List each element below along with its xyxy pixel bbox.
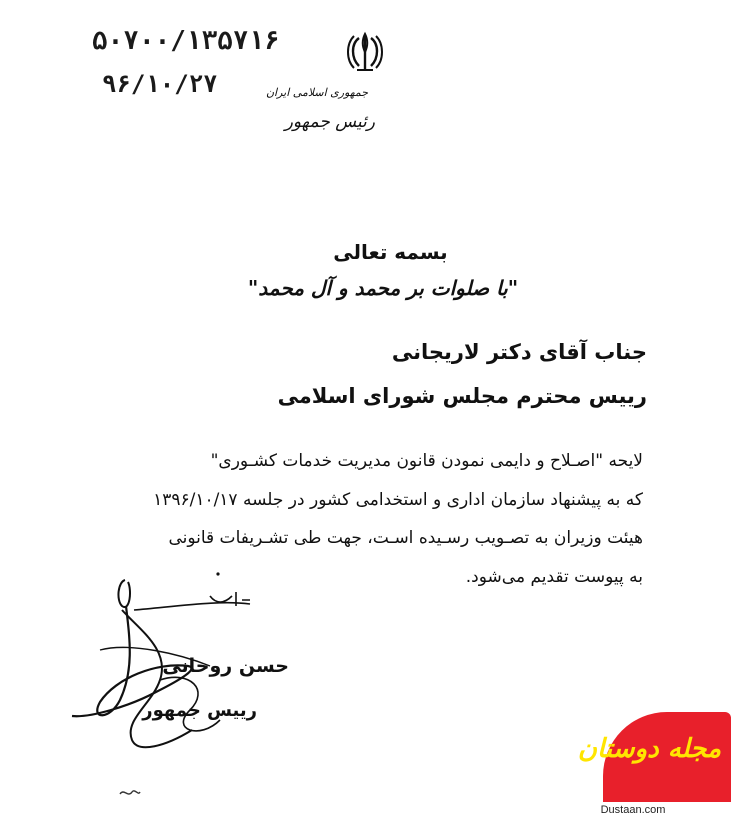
salawat: "با صلوات بر محمد و آل محمد": [247, 276, 519, 300]
iran-emblem-icon: [345, 30, 385, 72]
handwritten-mark: [118, 786, 142, 800]
addressee-name: جناب آقای دکتر لاریجانی: [391, 340, 647, 364]
header-country: جمهوری اسلامی ایران: [265, 86, 368, 99]
body-line: به پیوست تقدیم می‌شود.: [465, 567, 643, 587]
body-line: که به پیشنهاد سازمان اداری و استخدامی کشور در جلسه ۱۳۹۶/۱۰/۱۷: [153, 490, 643, 510]
watermark-logo-text: مجله دوستان: [577, 734, 721, 764]
signer-name: حسن روحانی: [162, 655, 289, 677]
reference-number: ۵۰۷۰۰/۱۳۵۷۱۶: [92, 26, 280, 56]
header-office: رئیس جمهور: [284, 112, 375, 132]
body-line: هیئت وزیران به تصـویب رسـیده اسـت، جهت طی تشـریفات قانونی: [168, 528, 643, 548]
watermark-url: Dustaan.com: [535, 802, 731, 818]
addressee-title: رییس محترم مجلس شورای اسلامی: [277, 384, 647, 408]
reference-date: ۹۶/۱۰/۲۷: [102, 70, 218, 98]
watermark: [535, 712, 731, 822]
basmala: بسمه تعالی: [333, 240, 448, 264]
body-line: لایحه "اصـلاح و دایمی نمودن قانون مدیریت خدمات کشـوری": [210, 451, 643, 471]
signer-title: رییس جمهور: [142, 700, 257, 721]
